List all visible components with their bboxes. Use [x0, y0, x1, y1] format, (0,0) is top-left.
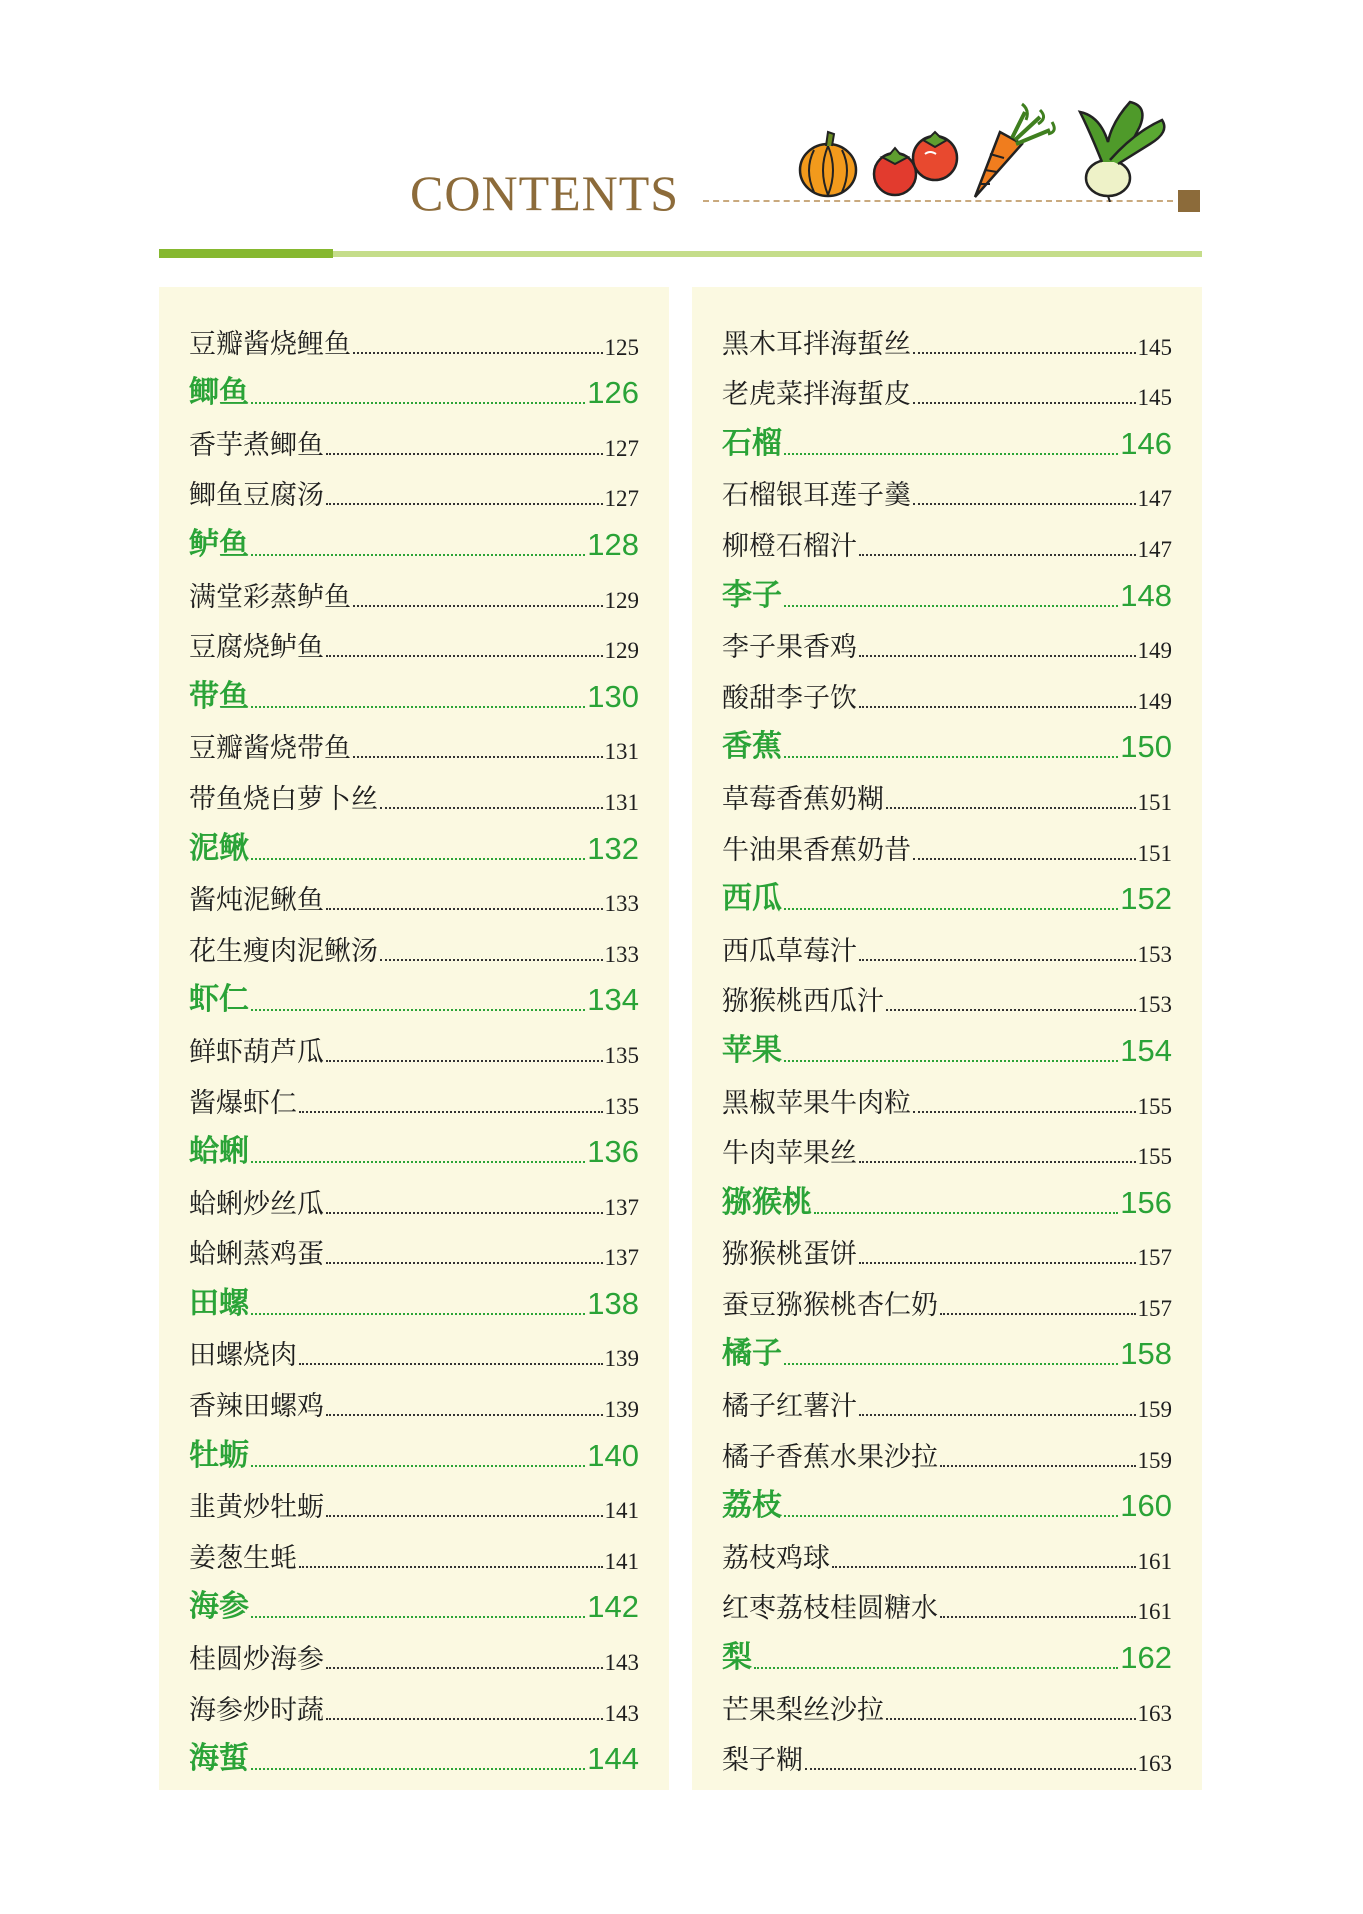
- dot-leader: [859, 706, 1136, 708]
- page-number: 161: [1137, 1599, 1172, 1625]
- entry-title: 香芋煮鲫鱼: [189, 429, 324, 461]
- recipe-entry[interactable]: [722, 518, 1172, 569]
- recipe-entry[interactable]: [722, 1530, 1172, 1581]
- dot-leader: [886, 1718, 1136, 1720]
- dot-leader: [886, 807, 1136, 809]
- dot-leader: [353, 756, 603, 758]
- page-number: 161: [1137, 1548, 1172, 1574]
- dot-leader: [859, 1262, 1136, 1264]
- page-number: 151: [1137, 840, 1172, 866]
- entry-title: 西瓜: [722, 881, 782, 917]
- dot-leader: [784, 908, 1118, 910]
- dot-leader: [251, 402, 585, 404]
- page-number: 131: [604, 739, 639, 765]
- entry-title: 海参炒时蔬: [189, 1694, 324, 1726]
- page-number: 155: [1137, 1144, 1172, 1170]
- entry-title: 豆腐烧鲈鱼: [189, 632, 324, 664]
- entry-title: 带鱼烧白萝卜丝: [189, 783, 378, 815]
- page-number: 163: [1137, 1751, 1172, 1777]
- page-number: 159: [1137, 1447, 1172, 1473]
- dot-leader: [251, 554, 585, 556]
- page-number: 149: [1137, 638, 1172, 664]
- category-entry[interactable]: [722, 1631, 1172, 1682]
- recipe-entry[interactable]: [189, 468, 639, 519]
- page-number: 151: [1137, 789, 1172, 815]
- entry-title: 酱炖泥鳅鱼: [189, 885, 324, 917]
- page-number: 153: [1137, 992, 1172, 1018]
- category-entry[interactable]: [189, 367, 639, 418]
- page-number: 127: [604, 486, 639, 512]
- recipe-entry[interactable]: [722, 1581, 1172, 1632]
- recipe-entry[interactable]: [189, 417, 639, 468]
- recipe-entry[interactable]: [189, 1480, 639, 1531]
- category-entry[interactable]: [722, 569, 1172, 620]
- page-number: 134: [587, 982, 639, 1018]
- recipe-entry[interactable]: [189, 569, 639, 620]
- dot-leader: [913, 402, 1136, 404]
- dot-leader: [814, 1212, 1118, 1214]
- dot-leader: [251, 1616, 585, 1618]
- entry-title: 桂圆炒海参: [189, 1644, 324, 1676]
- recipe-entry[interactable]: [722, 1378, 1172, 1429]
- page-number: 137: [604, 1194, 639, 1220]
- recipe-entry[interactable]: [189, 620, 639, 671]
- entry-title: 荔枝: [722, 1488, 782, 1524]
- recipe-entry[interactable]: [189, 1075, 639, 1126]
- entry-title: 香辣田螺鸡: [189, 1391, 324, 1423]
- recipe-entry[interactable]: [722, 367, 1172, 418]
- recipe-entry[interactable]: [189, 721, 639, 772]
- recipe-entry[interactable]: [189, 1227, 639, 1278]
- entry-title: 橘子: [722, 1336, 782, 1372]
- page-number: 150: [1120, 729, 1172, 765]
- page-number: 141: [604, 1498, 639, 1524]
- category-entry[interactable]: [189, 1277, 639, 1328]
- entry-title: 蚕豆猕猴桃杏仁奶: [722, 1289, 938, 1321]
- entry-title: 带鱼: [189, 678, 249, 714]
- entry-title: 西瓜草莓汁: [722, 935, 857, 967]
- category-entry[interactable]: [189, 1429, 639, 1480]
- category-entry[interactable]: [189, 822, 639, 873]
- dot-leader: [326, 1060, 603, 1062]
- entry-title: 酱爆虾仁: [189, 1087, 297, 1119]
- entry-title: 石榴银耳莲子羹: [722, 480, 911, 512]
- category-entry[interactable]: [189, 518, 639, 569]
- entry-title: 梨: [722, 1640, 752, 1676]
- dot-leader: [859, 959, 1136, 961]
- dot-leader: [940, 1616, 1136, 1618]
- entry-title: 鲜虾葫芦瓜: [189, 1036, 324, 1068]
- dot-leader: [886, 1009, 1136, 1011]
- recipe-entry[interactable]: [722, 1227, 1172, 1278]
- page-number: 139: [604, 1346, 639, 1372]
- dot-leader: [832, 1566, 1136, 1568]
- entry-title: 老虎菜拌海蜇皮: [722, 379, 911, 411]
- recipe-entry[interactable]: [722, 1429, 1172, 1480]
- dot-leader: [251, 1161, 585, 1163]
- category-entry[interactable]: [722, 1024, 1172, 1075]
- recipe-entry[interactable]: [722, 1733, 1172, 1784]
- page-number: 142: [587, 1589, 639, 1625]
- page-number: 146: [1120, 425, 1172, 461]
- page-number: 143: [604, 1700, 639, 1726]
- dot-leader: [299, 1111, 603, 1113]
- recipe-entry[interactable]: [189, 1024, 639, 1075]
- dot-leader: [251, 1313, 585, 1315]
- dot-leader: [859, 655, 1136, 657]
- header-rule: [333, 251, 1202, 257]
- entry-title: 猕猴桃: [722, 1184, 812, 1220]
- entry-title: 香蕉: [722, 729, 782, 765]
- dot-leader: [251, 1009, 585, 1011]
- category-entry[interactable]: [189, 1581, 639, 1632]
- recipe-entry[interactable]: [722, 620, 1172, 671]
- dot-leader: [299, 1566, 603, 1568]
- dot-leader: [251, 706, 585, 708]
- recipe-entry[interactable]: [722, 1682, 1172, 1733]
- category-entry[interactable]: [722, 1328, 1172, 1379]
- entry-title: 荔枝鸡球: [722, 1542, 830, 1574]
- recipe-entry[interactable]: [189, 923, 639, 974]
- tomato-icon: [874, 132, 957, 195]
- entry-title: 鲫鱼: [189, 375, 249, 411]
- page-number: 131: [604, 789, 639, 815]
- dot-leader: [859, 1414, 1136, 1416]
- page-number: 154: [1120, 1032, 1172, 1068]
- entry-title: 草莓香蕉奶糊: [722, 783, 884, 815]
- dot-leader: [940, 1465, 1136, 1467]
- page-number: 159: [1137, 1397, 1172, 1423]
- dot-leader: [326, 453, 603, 455]
- page-number: 147: [1137, 536, 1172, 562]
- contents-column-left: [159, 287, 669, 1790]
- page-number: 141: [604, 1548, 639, 1574]
- entry-title: 李子果香鸡: [722, 632, 857, 664]
- contents-column-right: [692, 287, 1202, 1790]
- category-entry[interactable]: [189, 1733, 639, 1784]
- dot-leader: [784, 605, 1118, 607]
- page-number: 145: [1137, 334, 1172, 360]
- page-number: 136: [587, 1134, 639, 1170]
- page-number: 163: [1137, 1700, 1172, 1726]
- entry-title: 泥鳅: [189, 830, 249, 866]
- entry-title: 田螺烧肉: [189, 1340, 297, 1372]
- category-entry[interactable]: [189, 670, 639, 721]
- entry-title: 蛤蜊炒丝瓜: [189, 1188, 324, 1220]
- dot-leader: [353, 352, 603, 354]
- page-number: 135: [604, 1093, 639, 1119]
- entry-title: 梨子糊: [722, 1745, 803, 1777]
- page-number: 148: [1120, 577, 1172, 613]
- page-number: 127: [604, 435, 639, 461]
- recipe-entry[interactable]: [189, 1682, 639, 1733]
- dot-leader: [326, 1212, 603, 1214]
- entry-title: 苹果: [722, 1032, 782, 1068]
- entry-title: 海参: [189, 1589, 249, 1625]
- entry-title: 蛤蜊: [189, 1134, 249, 1170]
- entry-title: 橘子红薯汁: [722, 1391, 857, 1423]
- recipe-entry[interactable]: [722, 974, 1172, 1025]
- recipe-entry[interactable]: [189, 771, 639, 822]
- square-marker: [1178, 190, 1200, 212]
- recipe-entry[interactable]: [722, 822, 1172, 873]
- dot-leader: [784, 1515, 1118, 1517]
- dot-leader: [784, 453, 1118, 455]
- entry-title: 虾仁: [189, 982, 249, 1018]
- entry-title: 花生瘦肉泥鳅汤: [189, 935, 378, 967]
- page-number: 153: [1137, 941, 1172, 967]
- dot-leader: [784, 1363, 1118, 1365]
- entry-title: 鲫鱼豆腐汤: [189, 480, 324, 512]
- dot-leader: [380, 807, 603, 809]
- page-number: 152: [1120, 881, 1172, 917]
- entry-title: 鲈鱼: [189, 526, 249, 562]
- recipe-entry[interactable]: [189, 873, 639, 924]
- page-number: 158: [1120, 1336, 1172, 1372]
- entry-title: 姜葱生蚝: [189, 1542, 297, 1574]
- dot-leader: [326, 1414, 603, 1416]
- dot-leader: [913, 352, 1136, 354]
- dot-leader: [913, 858, 1136, 860]
- page-number: 157: [1137, 1295, 1172, 1321]
- recipe-entry[interactable]: [189, 1631, 639, 1682]
- page-number: 133: [604, 891, 639, 917]
- turnip-icon: [1080, 102, 1164, 202]
- dot-leader: [326, 908, 603, 910]
- recipe-entry[interactable]: [722, 316, 1172, 367]
- page-number: 125: [604, 334, 639, 360]
- category-entry[interactable]: [189, 1126, 639, 1177]
- entry-title: 黑木耳拌海蜇丝: [722, 328, 911, 360]
- entry-title: 石榴: [722, 425, 782, 461]
- page-number: 162: [1120, 1640, 1172, 1676]
- dot-leader: [380, 959, 603, 961]
- category-entry[interactable]: [722, 417, 1172, 468]
- recipe-entry[interactable]: [722, 1277, 1172, 1328]
- entry-title: 酸甜李子饮: [722, 682, 857, 714]
- entry-title: 李子: [722, 577, 782, 613]
- entry-title: 猕猴桃西瓜汁: [722, 986, 884, 1018]
- entry-title: 黑椒苹果牛肉粒: [722, 1087, 911, 1119]
- page-number: 160: [1120, 1488, 1172, 1524]
- dot-leader: [251, 858, 585, 860]
- dot-leader: [251, 1768, 585, 1770]
- dot-leader: [859, 554, 1136, 556]
- vegetables-illustration: [790, 92, 1180, 202]
- page-number: 143: [604, 1650, 639, 1676]
- entry-title: 猕猴桃蛋饼: [722, 1239, 857, 1271]
- page-number: 149: [1137, 688, 1172, 714]
- dot-leader: [353, 605, 603, 607]
- dot-leader: [913, 1111, 1136, 1113]
- page-number: 128: [587, 526, 639, 562]
- recipe-entry[interactable]: [189, 316, 639, 367]
- entry-title: 蛤蜊蒸鸡蛋: [189, 1239, 324, 1271]
- category-entry[interactable]: [722, 721, 1172, 772]
- page-number: 147: [1137, 486, 1172, 512]
- recipe-entry[interactable]: [722, 1126, 1172, 1177]
- entry-title: 芒果梨丝沙拉: [722, 1694, 884, 1726]
- page-number: 135: [604, 1042, 639, 1068]
- dot-leader: [326, 1667, 603, 1669]
- dot-leader: [859, 1161, 1136, 1163]
- page-number: 133: [604, 941, 639, 967]
- entry-title: 满堂彩蒸鲈鱼: [189, 581, 351, 613]
- page-number: 144: [587, 1741, 639, 1777]
- page-number: 157: [1137, 1245, 1172, 1271]
- page-number: 155: [1137, 1093, 1172, 1119]
- page-title: CONTENTS: [410, 165, 680, 221]
- dot-leader: [326, 1718, 603, 1720]
- page-number: 126: [587, 375, 639, 411]
- recipe-entry[interactable]: [189, 1530, 639, 1581]
- dot-leader: [326, 503, 603, 505]
- entry-title: 田螺: [189, 1285, 249, 1321]
- category-entry[interactable]: [722, 873, 1172, 924]
- page-number: 130: [587, 678, 639, 714]
- recipe-entry[interactable]: [189, 1378, 639, 1429]
- dot-leader: [326, 1262, 603, 1264]
- category-entry[interactable]: [722, 1480, 1172, 1531]
- dot-leader: [805, 1768, 1136, 1770]
- page-number: 129: [604, 587, 639, 613]
- recipe-entry[interactable]: [189, 1328, 639, 1379]
- page-header: [0, 0, 1363, 270]
- entry-title: 牡蛎: [189, 1437, 249, 1473]
- dot-leader: [754, 1667, 1118, 1669]
- pumpkin-icon: [800, 132, 856, 196]
- entry-title: 牛油果香蕉奶昔: [722, 834, 911, 866]
- entry-title: 柳橙石榴汁: [722, 530, 857, 562]
- recipe-entry[interactable]: [722, 771, 1172, 822]
- entry-title: 韭黄炒牡蛎: [189, 1492, 324, 1524]
- page-number: 129: [604, 638, 639, 664]
- recipe-entry[interactable]: [722, 468, 1172, 519]
- entry-title: 海蜇: [189, 1741, 249, 1777]
- dot-leader: [326, 655, 603, 657]
- recipe-entry[interactable]: [722, 1075, 1172, 1126]
- page-number: 137: [604, 1245, 639, 1271]
- category-entry[interactable]: [722, 1176, 1172, 1227]
- dot-leader: [940, 1313, 1136, 1315]
- dot-leader: [784, 756, 1118, 758]
- entry-title: 牛肉苹果丝: [722, 1138, 857, 1170]
- entry-title: 豆瓣酱烧带鱼: [189, 733, 351, 765]
- dot-leader: [251, 1465, 585, 1467]
- page-number: 138: [587, 1285, 639, 1321]
- recipe-entry[interactable]: [722, 923, 1172, 974]
- page-number: 156: [1120, 1184, 1172, 1220]
- page-number: 132: [587, 830, 639, 866]
- page-number: 145: [1137, 385, 1172, 411]
- page-number: 140: [587, 1437, 639, 1473]
- entry-title: 橘子香蕉水果沙拉: [722, 1441, 938, 1473]
- entry-title: 豆瓣酱烧鲤鱼: [189, 328, 351, 360]
- header-rule-accent: [159, 249, 333, 258]
- dot-leader: [913, 503, 1136, 505]
- dot-leader: [299, 1363, 603, 1365]
- carrot-icon: [975, 104, 1054, 197]
- entry-title: 红枣荔枝桂圆糖水: [722, 1593, 938, 1625]
- dot-leader: [784, 1060, 1118, 1062]
- recipe-entry[interactable]: [722, 670, 1172, 721]
- recipe-entry[interactable]: [189, 1176, 639, 1227]
- dot-leader: [326, 1515, 603, 1517]
- category-entry[interactable]: [189, 974, 639, 1025]
- page-number: 139: [604, 1397, 639, 1423]
